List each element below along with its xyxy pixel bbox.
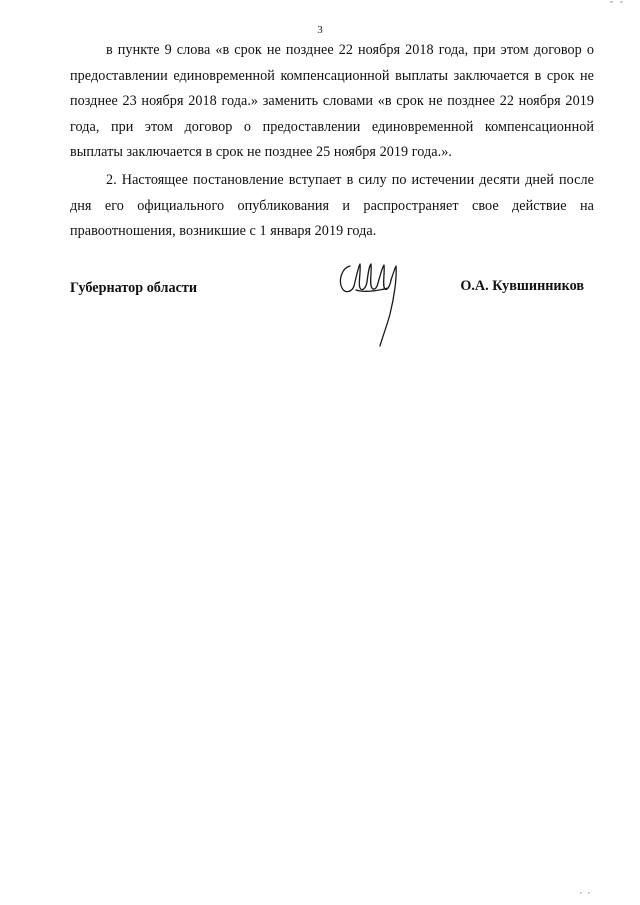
paragraph-amendment	[70, 38, 594, 166]
signatory-name: О.А. Кувшинников	[460, 278, 584, 294]
paragraph-text: 2. Настоящее постановление вступает в силу по истечении десяти дней после дня его официального опубликования и распространяет свое действие на правоотношения, возникшие с 1 января 2019 года.	[70, 172, 594, 239]
signature-block	[70, 280, 584, 360]
signatory-title: Губернатор области	[70, 280, 198, 296]
page-number: 3	[317, 24, 323, 36]
scan-artifact-icon	[578, 891, 598, 895]
paragraph-text: в пункте 9 слова «в срок не позднее 22 ноября 2018 года, при этом договор о предоставлении единовременной компенсационной выплаты заключается в срок не позднее 23 ноября 2018 года.» заменить словами «в срок не позднее 22 ноября 2019 года, при этом договор о предоставлении единовременной компенсационной выплаты заключается в срок не позднее 25 ноября 2019 года.».	[70, 42, 594, 160]
handwritten-signature-icon	[336, 258, 406, 350]
paragraph-effective-date	[70, 168, 594, 245]
scan-artifact-icon	[608, 0, 628, 4]
